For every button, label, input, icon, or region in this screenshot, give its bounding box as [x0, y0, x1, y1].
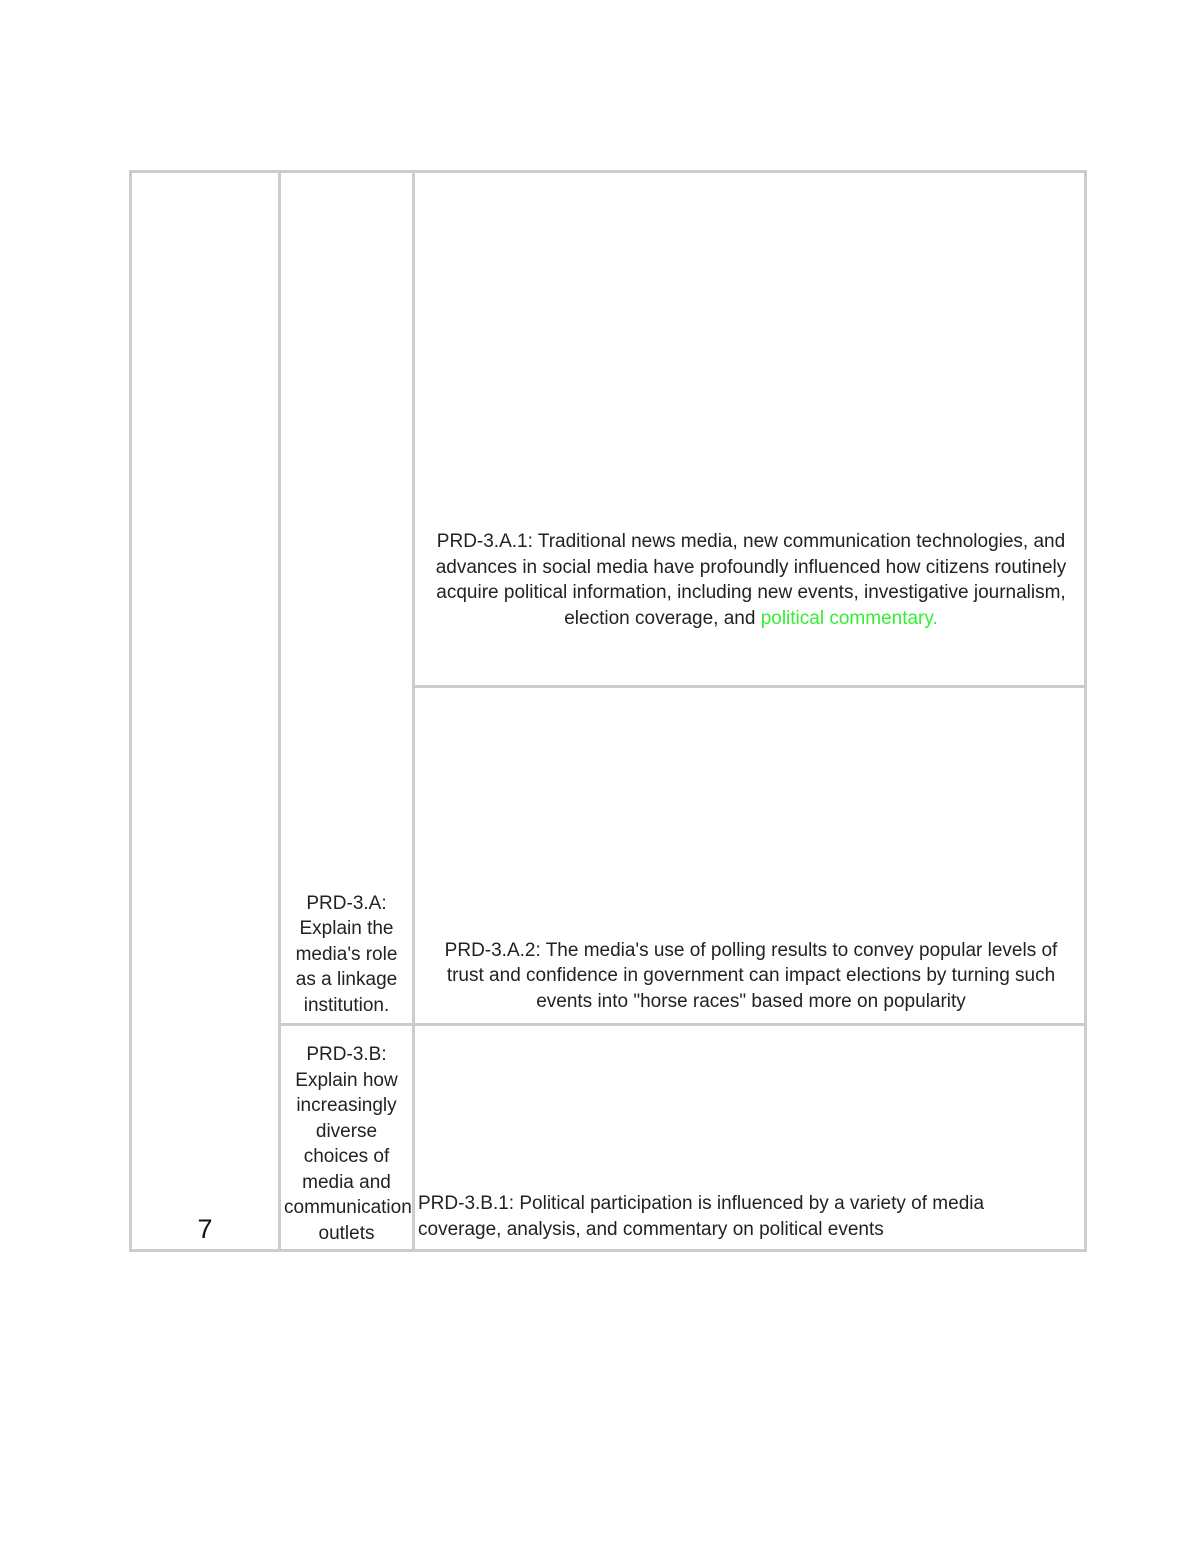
- curriculum-table: [129, 170, 1087, 1252]
- essential-knowledge-cell: [415, 1026, 1087, 1249]
- essential-knowledge-text: PRD-3.A.1: Traditional news media, new communication technologies, and advances in social media have profoundly influenced how citizens routinely acquire political information, including new events, investigative journalism, election coverage, and political commentary.: [435, 531, 1067, 629]
- learning-objective-text: PRD-3.A: Explain the media's role as a linkage institution.: [295, 892, 398, 1016]
- unit-cell: [132, 173, 278, 1249]
- essential-knowledge-cell: [415, 688, 1087, 1023]
- learning-objective-cell: [281, 1026, 412, 1249]
- learning-objective-text: PRD-3.B: Explain how increasingly diverse choices of media and communication outlets: [284, 1044, 412, 1244]
- unit-number: 7: [197, 1214, 213, 1244]
- highlighted-phrase: political commentary.: [760, 607, 938, 629]
- learning-objective-cell: [281, 173, 412, 1023]
- essential-knowledge-text: PRD-3.A.2: The media's use of polling results to convey popular levels of trust and confidence in government can impact elections by turning such events into "horse races" based more on popularity: [444, 939, 1058, 1012]
- essential-knowledge-cell: [415, 173, 1087, 685]
- essential-knowledge-text: PRD-3.B.1: Political participation is influenced by a variety of media coverage, analysis, and commentary on political events: [418, 1193, 985, 1240]
